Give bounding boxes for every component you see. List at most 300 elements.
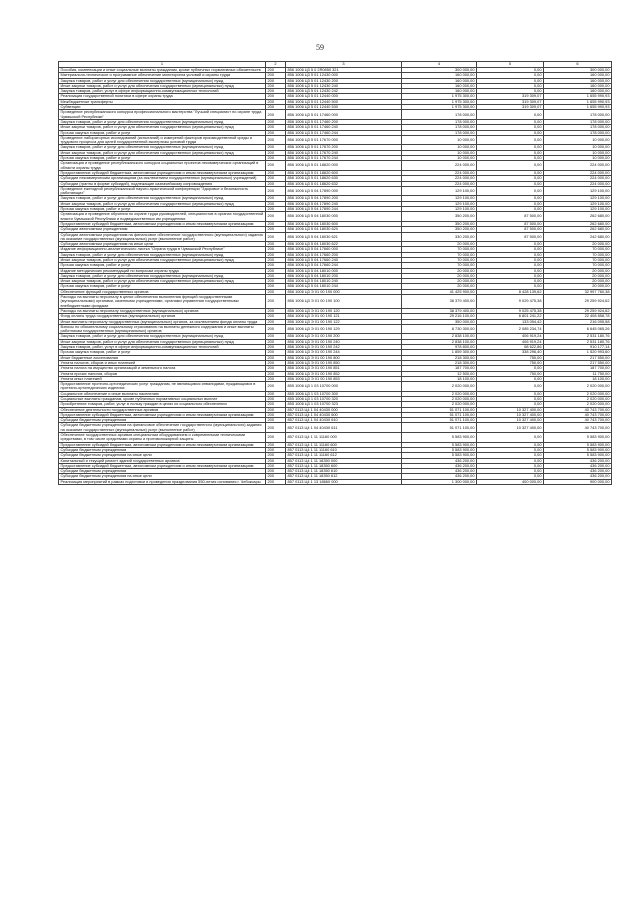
row-unexecuted-amount: 22 408 858,78	[544, 314, 612, 319]
row-budget-classification-code: 855 1006 Ц3 1 03 10700 300	[286, 391, 402, 396]
row-description: Приобретение товаров, работ, услуг в пользу граждан в целях их социального обеспечения	[59, 402, 266, 407]
row-budget-classification-code: 856 1006 Ц3 Э 01 00 190 100	[286, 295, 402, 309]
row-line-code: 200	[266, 453, 286, 458]
row-budget-classification-code: 856 1006 Ц3 5 0 2R0850 321	[286, 68, 402, 73]
row-line-code: 200	[266, 221, 286, 226]
row-line-code: 200	[266, 279, 286, 284]
row-description: Субсидии бюджетным учреждениям на финансовое обеспечение государственного (муниципального) задания на оказание государственных (муниципальных) услуг (выполнение работ)	[59, 423, 266, 433]
row-executed-amount: 0,00	[477, 268, 544, 273]
table-row	[59, 345, 612, 350]
row-executed-amount: 0,00	[477, 176, 544, 181]
row-unexecuted-amount: 262 680,00	[544, 212, 612, 222]
row-budget-classification-code: 856 1006 Ц3 Э 01 00 190 240	[286, 339, 402, 344]
table-row	[59, 423, 612, 433]
row-description: Предоставление субсидий бюджетным, автономным учреждениям и иным некоммерческим организациям	[59, 412, 266, 417]
row-approved-amount: 224 000,00	[402, 161, 477, 171]
row-executed-amount: 0,00	[477, 145, 544, 150]
row-unexecuted-amount: 5 583 900,00	[544, 453, 612, 458]
row-line-code: 200	[266, 463, 286, 468]
row-budget-classification-code: 856 1006 Ц3 5 04 18030 622	[286, 242, 402, 247]
row-approved-amount: 178 000,00	[402, 125, 477, 130]
row-approved-amount: 38 379 400,00	[402, 295, 477, 309]
row-line-code: 200	[266, 308, 286, 313]
row-budget-classification-code: 856 1006 Ц3 5 04 18030 621	[286, 232, 402, 242]
row-executed-amount: 0,00	[477, 433, 544, 443]
row-unexecuted-amount: 129 100,00	[544, 207, 612, 212]
row-unexecuted-amount: 224 000,00	[544, 161, 612, 171]
row-budget-classification-code: 856 1006 Ц3 5 01 12430 240	[286, 83, 402, 88]
row-approved-amount: 160 000,00	[402, 89, 477, 94]
row-line-code: 200	[266, 242, 286, 247]
row-budget-classification-code: 856 1006 Ц3 5 01 17460 240	[286, 125, 402, 130]
row-approved-amount: 10 000,00	[402, 156, 477, 161]
row-approved-amount: 436 200,00	[402, 463, 477, 468]
row-executed-amount: 0,00	[477, 252, 544, 257]
row-executed-amount: 319 309,07	[477, 94, 544, 99]
row-line-code: 200	[266, 418, 286, 423]
row-approved-amount: 41 425 900,00	[402, 289, 477, 294]
row-approved-amount: 5 583 900,00	[402, 453, 477, 458]
row-executed-amount: 750,00	[477, 360, 544, 365]
row-executed-amount: 750,00	[477, 355, 544, 360]
row-budget-classification-code: 856 1006 Ц3 5 01 17670 240	[286, 150, 402, 155]
table-row	[59, 407, 612, 412]
row-line-code: 200	[266, 110, 286, 120]
row-description: Издание методических рекомендаций по вопросам охраны труда	[59, 268, 266, 273]
row-line-code: 200	[266, 314, 286, 319]
row-description: Иные закупки товаров, работ и услуг для обеспечения государственных (муниципальных) нужд	[59, 201, 266, 206]
table-row	[59, 308, 612, 313]
row-description: Предоставление субсидий бюджетным, автономным учреждениям и иным некоммерческим организациям	[59, 170, 266, 175]
row-executed-amount: 87 500,00	[477, 232, 544, 242]
row-approved-amount: 129 100,00	[402, 201, 477, 206]
row-line-code: 200	[266, 355, 286, 360]
row-line-code: 200	[266, 366, 286, 371]
row-approved-amount: 300 000,00	[402, 68, 477, 73]
row-approved-amount: 51 071 100,00	[402, 412, 477, 417]
row-unexecuted-amount: 10 000,00	[544, 135, 612, 145]
row-budget-classification-code: 856 1006 Ц3 5 01 17670 000	[286, 135, 402, 145]
row-line-code: 200	[266, 433, 286, 443]
row-budget-classification-code: 856 1006 Ц3 5 04 18030 000	[286, 212, 402, 222]
row-approved-amount: 178 000,00	[402, 110, 477, 120]
row-approved-amount: 20 000,00	[402, 279, 477, 284]
row-budget-classification-code: 857 0113 Ц4 1 11 18350 612	[286, 474, 402, 479]
row-unexecuted-amount: 242 680,00	[544, 232, 612, 242]
row-line-code: 200	[266, 186, 286, 196]
row-unexecuted-amount: 436 200,00	[544, 474, 612, 479]
row-approved-amount: 129 100,00	[402, 207, 477, 212]
row-executed-amount: 10 327 400,00	[477, 418, 544, 423]
row-unexecuted-amount: 1 655 990,93	[544, 99, 612, 104]
row-budget-classification-code: 856 1006 Ц3 5 01 17460 244	[286, 130, 402, 135]
page-number: 59	[316, 43, 324, 52]
row-description: Субсидии бюджетным учреждениям	[59, 447, 266, 452]
row-line-code: 200	[266, 99, 286, 104]
row-executed-amount: 0,00	[477, 73, 544, 78]
row-unexecuted-amount: 160 000,00	[544, 73, 612, 78]
row-line-code: 200	[266, 212, 286, 222]
row-line-code: 200	[266, 334, 286, 339]
row-line-code: 200	[266, 135, 286, 145]
row-description: Иные выплаты персоналу государственных (муниципальных) органов, за исключением фонда оплаты труда	[59, 319, 266, 324]
row-unexecuted-amount: 20 000,00	[544, 273, 612, 278]
row-line-code: 200	[266, 161, 286, 171]
row-line-code: 200	[266, 479, 286, 484]
row-approved-amount: 178 000,00	[402, 119, 477, 124]
row-line-code: 200	[266, 78, 286, 83]
row-unexecuted-amount: 129 100,00	[544, 196, 612, 201]
row-unexecuted-amount: 5 583 900,00	[544, 433, 612, 443]
row-line-code: 200	[266, 176, 286, 181]
row-description: Субсидии некоммерческим организациям (за исключением государственных (муниципальных) учреждений)	[59, 176, 266, 181]
row-executed-amount: 0,00	[477, 181, 544, 186]
row-line-code: 200	[266, 119, 286, 124]
row-unexecuted-amount: 216 095,58	[544, 319, 612, 324]
column-number-header: 4	[402, 62, 477, 68]
row-description: Обеспечение деятельности государственных архивов	[59, 407, 266, 412]
row-budget-classification-code: 856 1006 Ц3 5 04 18010 240	[286, 279, 402, 284]
row-executed-amount: 0,00	[477, 284, 544, 289]
row-approved-amount: 20 000,00	[402, 242, 477, 247]
row-line-code: 200	[266, 474, 286, 479]
row-unexecuted-amount: 10 000,00	[544, 145, 612, 150]
row-description: Проведение республиканского конкурса профессионального мастерства "Лучший специалист по охране труда Чувашской Республики"	[59, 110, 266, 120]
row-executed-amount: 9 029 475,38	[477, 295, 544, 309]
row-executed-amount: 0,00	[477, 453, 544, 458]
row-unexecuted-amount: 262 680,00	[544, 227, 612, 232]
row-budget-classification-code: 856 1006 Ц3 5 04 17660 200	[286, 252, 402, 257]
row-approved-amount: 8 730 300,00	[402, 324, 477, 334]
row-approved-amount: 436 200,00	[402, 469, 477, 474]
row-executed-amount: 0,00	[477, 247, 544, 252]
row-executed-amount: 400 000,00	[477, 479, 544, 484]
row-approved-amount: 51 071 100,00	[402, 407, 477, 412]
row-unexecuted-amount: 40 743 700,00	[544, 423, 612, 433]
row-budget-classification-code: 856 1006 Ц3 Э 01 00 190 122	[286, 319, 402, 324]
row-unexecuted-amount: 129 100,00	[544, 186, 612, 196]
row-approved-amount: 20 000,00	[402, 273, 477, 278]
table-row	[59, 433, 612, 443]
row-line-code: 200	[266, 376, 286, 381]
row-line-code: 200	[266, 170, 286, 175]
row-unexecuted-amount: 1 520 993,60	[544, 350, 612, 355]
row-description: Социальные выплаты гражданам, кроме публичных нормативных социальных выплат	[59, 397, 266, 402]
row-line-code: 200	[266, 423, 286, 433]
row-description: Проведение лабораторных исследований (испытаний) и измерений факторов производственной среды и трудового процесса для целей государственной экспертизы условий труда	[59, 135, 266, 145]
row-executed-amount: 0,00	[477, 279, 544, 284]
row-approved-amount: 12 500,00	[402, 371, 477, 376]
row-approved-amount: 5 583 900,00	[402, 447, 477, 452]
row-description: Субсидии бюджетным учреждениям на иные цели	[59, 453, 266, 458]
row-approved-amount: 2 020 000,00	[402, 397, 477, 402]
row-executed-amount: 0,00	[477, 196, 544, 201]
row-budget-classification-code: 856 1006 Ц3 Э 01 00 190 851	[286, 366, 402, 371]
table-row	[59, 314, 612, 319]
row-description: Прочая закупка товаров, работ и услуг	[59, 130, 266, 135]
row-executed-amount: 0,00	[477, 186, 544, 196]
row-budget-classification-code: 856 1006 Ц3 5 01 17670 200	[286, 145, 402, 150]
row-unexecuted-amount: 2 531 180,76	[544, 334, 612, 339]
row-description: Предоставление субсидий бюджетным, автономным учреждениям и иным некоммерческим организациям	[59, 442, 266, 447]
row-description: Проведение ежегодной республиканской научно-практической конференции "Здоровье и безопасность работающих"	[59, 186, 266, 196]
column-number-header: 6	[544, 62, 612, 68]
row-unexecuted-amount: 910 177,14	[544, 345, 612, 350]
row-line-code: 200	[266, 263, 286, 268]
row-line-code: 200	[266, 247, 286, 252]
row-description: Обеспечение функций государственных органов	[59, 289, 266, 294]
row-executed-amount: 0,00	[477, 273, 544, 278]
row-description: Закупка товаров, работ и услуг для обеспечения государственных (муниципальных) нужд	[59, 273, 266, 278]
row-unexecuted-amount: 70 000,00	[544, 252, 612, 257]
row-budget-classification-code: 856 1006 Ц3 Э 01 00 190 800	[286, 355, 402, 360]
table-row	[59, 319, 612, 324]
row-unexecuted-amount: 224 000,00	[544, 181, 612, 186]
row-approved-amount: 224 000,00	[402, 170, 477, 175]
row-description: Закупка товаров, работ и услуг для обеспечения государственных (муниципальных) нужд	[59, 334, 266, 339]
row-executed-amount: 0,00	[477, 458, 544, 463]
table-row	[59, 110, 612, 120]
row-description: Субсидии автономным учреждениям	[59, 227, 266, 232]
row-line-code: 200	[266, 458, 286, 463]
row-executed-amount: 0,00	[477, 376, 544, 381]
row-line-code: 200	[266, 469, 286, 474]
row-approved-amount: 1 300 000,00	[402, 479, 477, 484]
row-description: Уплата налога на имущество организаций и земельного налога	[59, 366, 266, 371]
table-row	[59, 212, 612, 222]
row-description: Прочая закупка товаров, работ и услуг	[59, 350, 266, 355]
row-executed-amount: 87 500,00	[477, 227, 544, 232]
row-budget-classification-code: 857 0113 Ц4 1 11 11160 610	[286, 447, 402, 452]
row-line-code: 200	[266, 201, 286, 206]
row-executed-amount: 750,00	[477, 371, 544, 376]
row-description: Расходы на выплаты персоналу государственных (муниципальных) органов	[59, 308, 266, 313]
row-description: Прочая закупка товаров, работ и услуг	[59, 156, 266, 161]
row-budget-classification-code: 856 1006 Ц3 5 01 17460 200	[286, 119, 402, 124]
row-executed-amount: 87 500,00	[477, 221, 544, 226]
row-unexecuted-amount: 178 000,00	[544, 110, 612, 120]
row-line-code: 200	[266, 181, 286, 186]
row-approved-amount: 129 100,00	[402, 186, 477, 196]
column-number-header: 2	[266, 62, 286, 68]
row-budget-classification-code: 857 0113 Ц4 1 04 40430 600	[286, 412, 402, 417]
row-executed-amount: 0,00	[477, 119, 544, 124]
row-line-code: 200	[266, 319, 286, 324]
row-approved-amount: 38 379 400,00	[402, 308, 477, 313]
row-unexecuted-amount: 187 700,00	[544, 366, 612, 371]
row-budget-classification-code: 856 1006 Ц3 Э 01 00 190 853	[286, 376, 402, 381]
row-unexecuted-amount: 6 645 065,26	[544, 324, 612, 334]
row-unexecuted-amount: 178 000,00	[544, 125, 612, 130]
row-executed-amount: 0,00	[477, 366, 544, 371]
row-unexecuted-amount: 10 000,00	[544, 150, 612, 155]
row-description: Капитальный и текущий ремонт зданий государственных архивов	[59, 458, 266, 463]
row-budget-classification-code: 856 1006 Ц3 5 04 17890 240	[286, 201, 402, 206]
row-approved-amount: 70 000,00	[402, 263, 477, 268]
row-executed-amount: 0,00	[477, 263, 544, 268]
row-unexecuted-amount: 40 743 700,00	[544, 412, 612, 417]
row-approved-amount: 51 071 100,00	[402, 418, 477, 423]
row-unexecuted-amount: 2 020 000,00	[544, 397, 612, 402]
row-executed-amount: 0,00	[477, 391, 544, 396]
row-unexecuted-amount: 2 020 000,00	[544, 382, 612, 392]
row-unexecuted-amount: 900 000,00	[544, 479, 612, 484]
row-executed-amount: 0,00	[477, 110, 544, 120]
row-line-code: 200	[266, 412, 286, 417]
row-budget-classification-code: 857 0113 Ц4 1 04 40430 611	[286, 423, 402, 433]
row-unexecuted-amount: 436 200,00	[544, 458, 612, 463]
row-budget-classification-code: 856 1006 Ц3 5 01 17670 244	[286, 156, 402, 161]
row-unexecuted-amount: 5 583 900,00	[544, 447, 612, 452]
row-description: Закупка товаров, работ и услуг для обеспечения государственных (муниципальных) нужд	[59, 196, 266, 201]
row-executed-amount: 0,00	[477, 135, 544, 145]
row-approved-amount: 2 020 000,00	[402, 391, 477, 396]
row-approved-amount: 5 583 900,00	[402, 442, 477, 447]
row-unexecuted-amount: 29 259 924,62	[544, 308, 612, 313]
row-unexecuted-amount: 18 100,00	[544, 376, 612, 381]
row-executed-amount: 0,00	[477, 257, 544, 262]
row-description: Прочая закупка товаров, работ и услуг	[59, 263, 266, 268]
row-unexecuted-amount: 224 000,00	[544, 176, 612, 181]
row-approved-amount: 51 071 100,00	[402, 423, 477, 433]
row-budget-classification-code: 856 1006 Ц3 5 01 12430 242	[286, 89, 402, 94]
row-unexecuted-amount: 160 000,00	[544, 89, 612, 94]
row-line-code: 200	[266, 391, 286, 396]
row-approved-amount: 5 583 900,00	[402, 433, 477, 443]
row-line-code: 200	[266, 150, 286, 155]
row-description: Социальное обеспечение и иные выплаты населению	[59, 391, 266, 396]
row-budget-classification-code: 856 1006 Ц3 5 04 18010 200	[286, 273, 402, 278]
row-budget-classification-code: 856 1006 Ц3 Э 01 00 190 120	[286, 308, 402, 313]
table-row	[59, 289, 612, 294]
row-description: Уплата налогов, сборов и иных платежей	[59, 360, 266, 365]
table-row	[59, 324, 612, 334]
row-unexecuted-amount: 1 655 990,93	[544, 94, 612, 99]
row-budget-classification-code: 856 1006 Ц3 5 04 17660 000	[286, 247, 402, 252]
row-executed-amount: 0,00	[477, 201, 544, 206]
row-description: Закупка товаров, работ и услуг для обеспечения государственных (муниципальных) нужд	[59, 78, 266, 83]
row-description: Взносы по обязательному социальному страхованию на выплаты денежного содержания и иные выплаты работникам государственных (муниципальных) органов	[59, 324, 266, 334]
row-description: Материально-техническое и программное обеспечение мониторинга условий и охраны труда	[59, 73, 266, 78]
row-executed-amount: 0,00	[477, 161, 544, 171]
row-line-code: 200	[266, 397, 286, 402]
row-unexecuted-amount: 70 000,00	[544, 257, 612, 262]
row-line-code: 200	[266, 130, 286, 135]
row-line-code: 200	[266, 324, 286, 334]
row-unexecuted-amount: 40 743 700,00	[544, 407, 612, 412]
row-line-code: 200	[266, 257, 286, 262]
row-executed-amount: 9 025 475,38	[477, 308, 544, 313]
row-approved-amount: 160 000,00	[402, 83, 477, 88]
row-description: Субсидии автономным учреждениям на иные цели	[59, 242, 266, 247]
row-approved-amount: 70 000,00	[402, 247, 477, 252]
row-executed-amount: 0,00	[477, 463, 544, 468]
budget-table	[58, 61, 612, 485]
row-unexecuted-amount: 2 020 000,00	[544, 402, 612, 407]
row-unexecuted-amount: 20 000,00	[544, 284, 612, 289]
row-budget-classification-code: 857 0113 Ц4 1 11 11160 000	[286, 433, 402, 443]
row-approved-amount: 129 100,00	[402, 196, 477, 201]
row-executed-amount: 0,00	[477, 382, 544, 392]
row-budget-classification-code: 856 1006 Ц3 Э 01 00 190 121	[286, 314, 402, 319]
row-budget-classification-code: 855 1006 Ц3 1 03 10700 320	[286, 397, 402, 402]
row-line-code: 200	[266, 289, 286, 294]
row-line-code: 200	[266, 407, 286, 412]
row-description: Уплата иных платежей	[59, 376, 266, 381]
row-approved-amount: 29 216 100,00	[402, 314, 477, 319]
row-unexecuted-amount: 178 000,00	[544, 119, 612, 124]
row-description: Субсидии (гранты в форме субсидий), подлежащие казначейскому сопровождению	[59, 181, 266, 186]
row-description: Закупка товаров, работ и услуг для обеспечения государственных (муниципальных) нужд	[59, 145, 266, 150]
row-line-code: 200	[266, 252, 286, 257]
row-executed-amount: 0,00	[477, 469, 544, 474]
row-approved-amount: 70 000,00	[402, 252, 477, 257]
row-executed-amount: 0,00	[477, 442, 544, 447]
row-description: Предоставление субсидий бюджетным, автономным учреждениям и иным некоммерческим организациям	[59, 221, 266, 226]
row-budget-classification-code: 857 0113 Ц4 1 11 18350 600	[286, 463, 402, 468]
row-description: Закупка товаров, работ, услуг в сфере информационно-коммуникационных технологий	[59, 89, 266, 94]
row-budget-classification-code: 856 1006 Ц3 5 04 18030 600	[286, 221, 402, 226]
row-description: Закупка товаров, работ и услуг для обеспечения государственных (муниципальных) нужд	[59, 119, 266, 124]
row-line-code: 200	[266, 83, 286, 88]
row-line-code: 200	[266, 442, 286, 447]
row-executed-amount: 0,00	[477, 68, 544, 73]
row-line-code: 200	[266, 89, 286, 94]
row-unexecuted-amount: 2 531 180,76	[544, 339, 612, 344]
row-budget-classification-code: 856 1006 Ц3 Э 01 00 190 129	[286, 324, 402, 334]
row-budget-classification-code: 857 0113 Ц4 1 13 18660 000	[286, 479, 402, 484]
row-budget-classification-code: 857 0113 Ц4 1 11 11160 612	[286, 453, 402, 458]
row-approved-amount: 1 975 300,00	[402, 105, 477, 110]
row-approved-amount: 1 975 300,00	[402, 94, 477, 99]
row-unexecuted-amount: 160 000,00	[544, 83, 612, 88]
row-approved-amount: 436 200,00	[402, 474, 477, 479]
row-executed-amount: 6 801 241,22	[477, 314, 544, 319]
row-description: Расходы на выплаты персоналу в целях обеспечения выполнения функций государственными (муниципальными) органами, казенными учреждениями, органами управления государственными внебюджетными фондами	[59, 295, 266, 309]
row-approved-amount: 436 200,00	[402, 458, 477, 463]
row-unexecuted-amount: 300 000,00	[544, 68, 612, 73]
row-budget-classification-code: 857 0113 Ц4 1 11 11160 600	[286, 442, 402, 447]
row-description: Субвенции	[59, 105, 266, 110]
row-executed-amount: 0,00	[477, 150, 544, 155]
row-unexecuted-amount: 224 000,00	[544, 170, 612, 175]
row-executed-amount: 0,00	[477, 402, 544, 407]
row-description: Предоставление субсидий бюджетным, автономным учреждениям и иным некоммерческим организациям	[59, 463, 266, 468]
row-line-code: 200	[266, 145, 286, 150]
row-budget-classification-code: 856 1006 Ц3 5 04 17890 200	[286, 196, 402, 201]
row-executed-amount: 0,00	[477, 83, 544, 88]
row-unexecuted-amount: 178 000,00	[544, 130, 612, 135]
row-line-code: 200	[266, 227, 286, 232]
row-description: Субсидии бюджетным учреждениям на иные цели	[59, 474, 266, 479]
row-executed-amount: 87 500,00	[477, 212, 544, 222]
row-line-code: 200	[266, 284, 286, 289]
row-executed-amount: 8 428 139,62	[477, 289, 544, 294]
row-description: Реализация государственной политики в сфере охраны труда	[59, 94, 266, 99]
row-budget-classification-code: 856 1006 Ц3 5 04 18030 620	[286, 227, 402, 232]
table-row	[59, 186, 612, 196]
row-approved-amount: 20 000,00	[402, 284, 477, 289]
row-description: Иные закупки товаров, работ и услуг для обеспечения государственных (муниципальных) нужд	[59, 150, 266, 155]
row-unexecuted-amount: 32 997 760,38	[544, 289, 612, 294]
row-approved-amount: 350 200,00	[402, 227, 477, 232]
table-row	[59, 334, 612, 339]
row-budget-classification-code: 856 1006 Ц3 5 01 12430 200	[286, 78, 402, 83]
row-approved-amount: 224 000,00	[402, 176, 477, 181]
row-line-code: 200	[266, 339, 286, 344]
row-budget-classification-code: 856 1006 Ц3 5 01 18620 632	[286, 181, 402, 186]
row-approved-amount: 187 700,00	[402, 366, 477, 371]
